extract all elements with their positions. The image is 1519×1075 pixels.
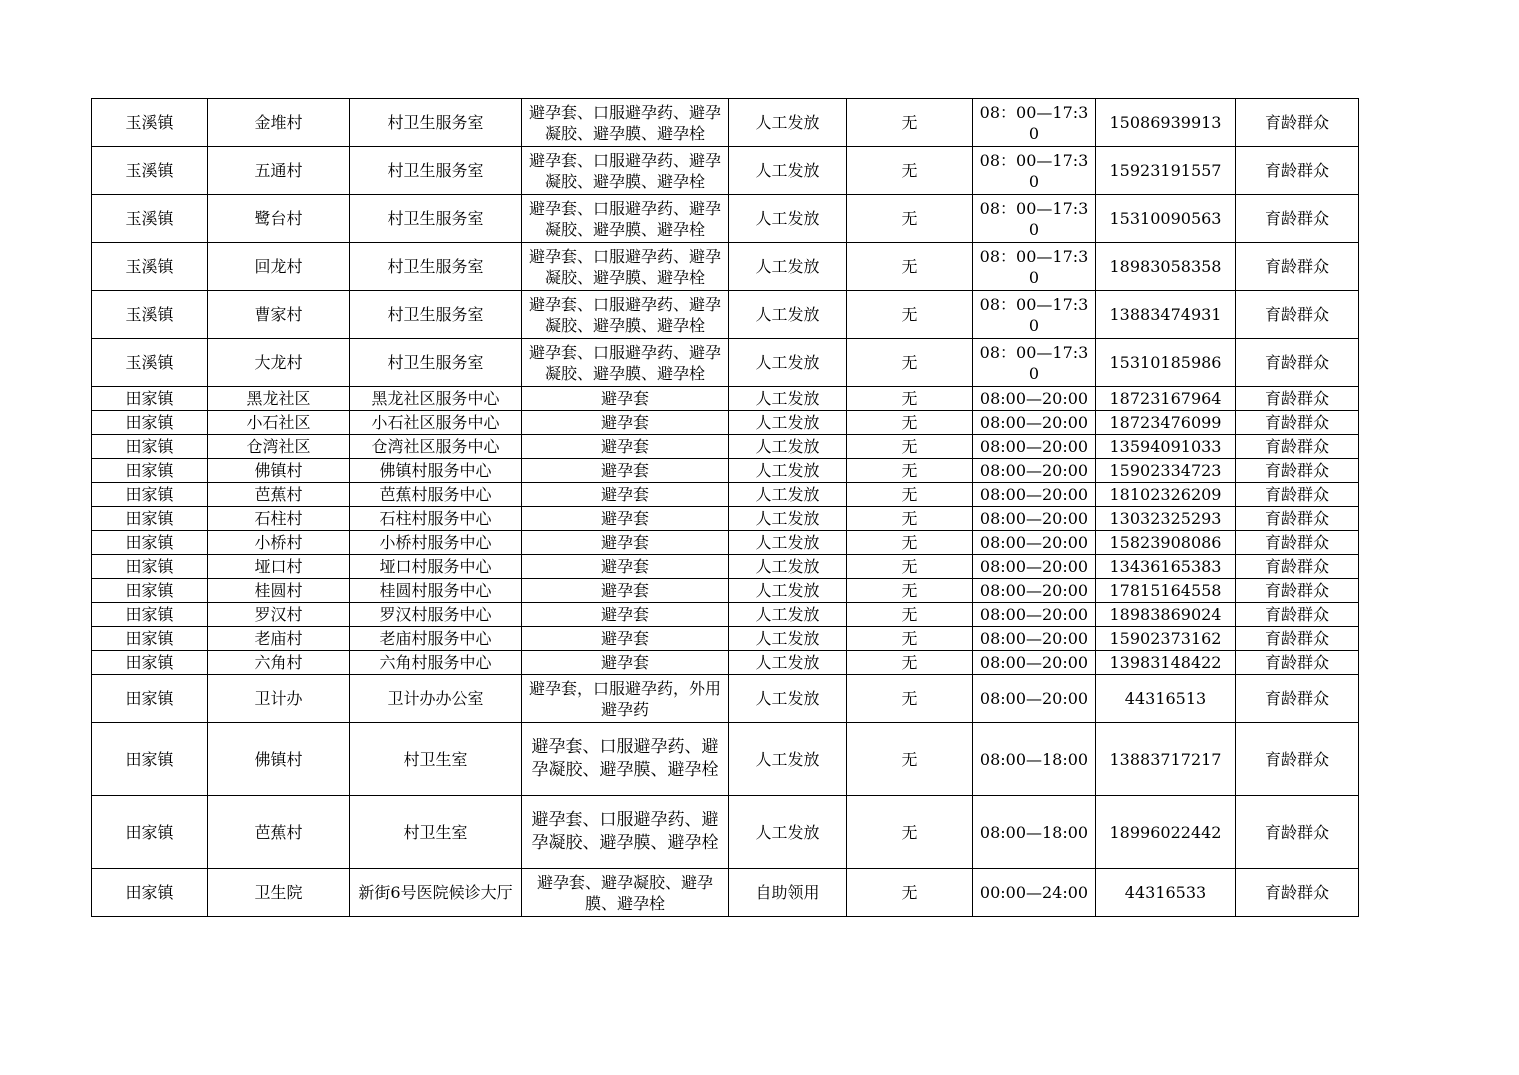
fee-cell: 无 [847, 195, 973, 243]
town-cell: 田家镇 [92, 603, 208, 627]
site-cell: 村卫生服务室 [350, 243, 522, 291]
table-row [92, 243, 1359, 291]
town-cell: 田家镇 [92, 675, 208, 723]
village-cell: 五通村 [208, 147, 350, 195]
phone-cell: 13032325293 [1096, 507, 1236, 531]
site-cell: 罗汉村服务中心 [350, 603, 522, 627]
village-cell: 小石社区 [208, 411, 350, 435]
table-row [92, 651, 1359, 675]
items-cell: 避孕套 [522, 483, 729, 507]
phone-cell: 18983058358 [1096, 243, 1236, 291]
fee-cell: 无 [847, 869, 973, 917]
town-cell: 田家镇 [92, 531, 208, 555]
method-cell: 人工发放 [729, 195, 847, 243]
village-cell: 老庙村 [208, 627, 350, 651]
items-cell: 避孕套 [522, 579, 729, 603]
town-cell: 玉溪镇 [92, 291, 208, 339]
town-cell: 田家镇 [92, 483, 208, 507]
village-cell: 黑龙社区 [208, 387, 350, 411]
site-cell: 桂圆村服务中心 [350, 579, 522, 603]
target-cell: 育龄群众 [1236, 531, 1359, 555]
table-row [92, 579, 1359, 603]
target-cell: 育龄群众 [1236, 579, 1359, 603]
hours-cell: 08:00—20:00 [973, 555, 1096, 579]
phone-cell: 13594091033 [1096, 435, 1236, 459]
items-cell: 避孕套 [522, 531, 729, 555]
target-cell: 育龄群众 [1236, 243, 1359, 291]
phone-cell: 44316513 [1096, 675, 1236, 723]
target-cell: 育龄群众 [1236, 435, 1359, 459]
town-cell: 田家镇 [92, 411, 208, 435]
fee-cell: 无 [847, 243, 973, 291]
site-cell: 小桥村服务中心 [350, 531, 522, 555]
phone-cell: 18102326209 [1096, 483, 1236, 507]
target-cell: 育龄群众 [1236, 555, 1359, 579]
town-cell: 田家镇 [92, 555, 208, 579]
items-cell: 避孕套 [522, 435, 729, 459]
table-row [92, 507, 1359, 531]
village-cell: 桂圆村 [208, 579, 350, 603]
site-cell: 佛镇村服务中心 [350, 459, 522, 483]
table-row [92, 387, 1359, 411]
phone-cell: 13983148422 [1096, 651, 1236, 675]
target-cell: 育龄群众 [1236, 603, 1359, 627]
method-cell: 人工发放 [729, 675, 847, 723]
village-cell: 回龙村 [208, 243, 350, 291]
table-row [92, 435, 1359, 459]
hours-cell: 08:00—20:00 [973, 483, 1096, 507]
target-cell: 育龄群众 [1236, 796, 1359, 869]
hours-cell: 08:00—18:00 [973, 723, 1096, 796]
village-cell: 曹家村 [208, 291, 350, 339]
items-cell: 避孕套、口服避孕药、避孕凝胶、避孕膜、避孕栓 [522, 291, 729, 339]
town-cell: 田家镇 [92, 579, 208, 603]
method-cell: 人工发放 [729, 459, 847, 483]
items-cell: 避孕套 [522, 555, 729, 579]
village-cell: 金堆村 [208, 99, 350, 147]
phone-cell: 15823908086 [1096, 531, 1236, 555]
hours-cell: 08：00—17:30 [973, 195, 1096, 243]
fee-cell: 无 [847, 147, 973, 195]
method-cell: 人工发放 [729, 387, 847, 411]
hours-cell: 08:00—20:00 [973, 531, 1096, 555]
target-cell: 育龄群众 [1236, 339, 1359, 387]
items-cell: 避孕套、口服避孕药、避孕凝胶、避孕膜、避孕栓 [522, 195, 729, 243]
village-cell: 佛镇村 [208, 459, 350, 483]
site-cell: 黑龙社区服务中心 [350, 387, 522, 411]
items-cell: 避孕套、口服避孕药、避孕凝胶、避孕膜、避孕栓 [522, 243, 729, 291]
method-cell: 人工发放 [729, 723, 847, 796]
table-row [92, 483, 1359, 507]
items-cell: 避孕套、口服避孕药、避孕凝胶、避孕膜、避孕栓 [522, 723, 729, 796]
method-cell: 人工发放 [729, 651, 847, 675]
method-cell: 人工发放 [729, 507, 847, 531]
town-cell: 田家镇 [92, 387, 208, 411]
phone-cell: 17815164558 [1096, 579, 1236, 603]
hours-cell: 00:00—24:00 [973, 869, 1096, 917]
table-row [92, 627, 1359, 651]
site-cell: 村卫生服务室 [350, 339, 522, 387]
target-cell: 育龄群众 [1236, 651, 1359, 675]
table-row [92, 99, 1359, 147]
fee-cell: 无 [847, 459, 973, 483]
village-cell: 芭蕉村 [208, 483, 350, 507]
town-cell: 田家镇 [92, 627, 208, 651]
items-cell: 避孕套、口服避孕药、避孕凝胶、避孕膜、避孕栓 [522, 147, 729, 195]
village-cell: 卫生院 [208, 869, 350, 917]
target-cell: 育龄群众 [1236, 99, 1359, 147]
fee-cell: 无 [847, 603, 973, 627]
method-cell: 人工发放 [729, 555, 847, 579]
phone-cell: 15902334723 [1096, 459, 1236, 483]
site-cell: 村卫生服务室 [350, 99, 522, 147]
method-cell: 人工发放 [729, 147, 847, 195]
target-cell: 育龄群众 [1236, 195, 1359, 243]
method-cell: 人工发放 [729, 411, 847, 435]
phone-cell: 15086939913 [1096, 99, 1236, 147]
town-cell: 田家镇 [92, 507, 208, 531]
fee-cell: 无 [847, 99, 973, 147]
items-cell: 避孕套、口服避孕药、避孕凝胶、避孕膜、避孕栓 [522, 796, 729, 869]
fee-cell: 无 [847, 723, 973, 796]
method-cell: 人工发放 [729, 435, 847, 459]
phone-cell: 15902373162 [1096, 627, 1236, 651]
fee-cell: 无 [847, 387, 973, 411]
target-cell: 育龄群众 [1236, 869, 1359, 917]
table-row [92, 147, 1359, 195]
town-cell: 玉溪镇 [92, 339, 208, 387]
method-cell: 人工发放 [729, 483, 847, 507]
town-cell: 田家镇 [92, 869, 208, 917]
site-cell: 垭口村服务中心 [350, 555, 522, 579]
hours-cell: 08:00—20:00 [973, 675, 1096, 723]
hours-cell: 08：00—17:30 [973, 243, 1096, 291]
target-cell: 育龄群众 [1236, 147, 1359, 195]
distribution-sites-table [91, 98, 1359, 917]
fee-cell: 无 [847, 483, 973, 507]
site-cell: 芭蕉村服务中心 [350, 483, 522, 507]
phone-cell: 18983869024 [1096, 603, 1236, 627]
method-cell: 人工发放 [729, 627, 847, 651]
items-cell: 避孕套 [522, 387, 729, 411]
table-body [92, 99, 1359, 917]
phone-cell: 18996022442 [1096, 796, 1236, 869]
village-cell: 卫计办 [208, 675, 350, 723]
hours-cell: 08：00—17:30 [973, 147, 1096, 195]
fee-cell: 无 [847, 675, 973, 723]
table-row [92, 723, 1359, 796]
town-cell: 玉溪镇 [92, 99, 208, 147]
method-cell: 人工发放 [729, 339, 847, 387]
method-cell: 人工发放 [729, 243, 847, 291]
hours-cell: 08:00—20:00 [973, 435, 1096, 459]
phone-cell: 13883474931 [1096, 291, 1236, 339]
method-cell: 人工发放 [729, 99, 847, 147]
target-cell: 育龄群众 [1236, 507, 1359, 531]
table-row [92, 869, 1359, 917]
site-cell: 石柱村服务中心 [350, 507, 522, 531]
table-row [92, 411, 1359, 435]
fee-cell: 无 [847, 651, 973, 675]
phone-cell: 44316533 [1096, 869, 1236, 917]
method-cell: 人工发放 [729, 603, 847, 627]
table-row [92, 603, 1359, 627]
phone-cell: 18723476099 [1096, 411, 1236, 435]
hours-cell: 08:00—20:00 [973, 603, 1096, 627]
fee-cell: 无 [847, 411, 973, 435]
hours-cell: 08:00—20:00 [973, 387, 1096, 411]
method-cell: 自助领用 [729, 869, 847, 917]
fee-cell: 无 [847, 555, 973, 579]
target-cell: 育龄群众 [1236, 459, 1359, 483]
fee-cell: 无 [847, 435, 973, 459]
items-cell: 避孕套 [522, 627, 729, 651]
items-cell: 避孕套，口服避孕药，外用避孕药 [522, 675, 729, 723]
target-cell: 育龄群众 [1236, 387, 1359, 411]
town-cell: 玉溪镇 [92, 195, 208, 243]
table-row [92, 195, 1359, 243]
town-cell: 田家镇 [92, 435, 208, 459]
phone-cell: 13883717217 [1096, 723, 1236, 796]
fee-cell: 无 [847, 291, 973, 339]
hours-cell: 08:00—20:00 [973, 627, 1096, 651]
method-cell: 人工发放 [729, 796, 847, 869]
items-cell: 避孕套、口服避孕药、避孕凝胶、避孕膜、避孕栓 [522, 99, 729, 147]
table-row [92, 291, 1359, 339]
hours-cell: 08:00—20:00 [973, 651, 1096, 675]
site-cell: 村卫生服务室 [350, 195, 522, 243]
town-cell: 田家镇 [92, 796, 208, 869]
village-cell: 小桥村 [208, 531, 350, 555]
site-cell: 村卫生服务室 [350, 147, 522, 195]
table-row [92, 459, 1359, 483]
village-cell: 罗汉村 [208, 603, 350, 627]
table-row [92, 339, 1359, 387]
fee-cell: 无 [847, 531, 973, 555]
target-cell: 育龄群众 [1236, 411, 1359, 435]
hours-cell: 08:00—20:00 [973, 459, 1096, 483]
hours-cell: 08:00—20:00 [973, 411, 1096, 435]
method-cell: 人工发放 [729, 579, 847, 603]
town-cell: 田家镇 [92, 459, 208, 483]
village-cell: 芭蕉村 [208, 796, 350, 869]
fee-cell: 无 [847, 579, 973, 603]
hours-cell: 08：00—17:30 [973, 99, 1096, 147]
town-cell: 玉溪镇 [92, 243, 208, 291]
phone-cell: 18723167964 [1096, 387, 1236, 411]
site-cell: 仓湾社区服务中心 [350, 435, 522, 459]
phone-cell: 15310090563 [1096, 195, 1236, 243]
items-cell: 避孕套 [522, 411, 729, 435]
target-cell: 育龄群众 [1236, 483, 1359, 507]
hours-cell: 08:00—20:00 [973, 579, 1096, 603]
target-cell: 育龄群众 [1236, 723, 1359, 796]
village-cell: 石柱村 [208, 507, 350, 531]
items-cell: 避孕套 [522, 651, 729, 675]
hours-cell: 08:00—20:00 [973, 507, 1096, 531]
site-cell: 村卫生服务室 [350, 291, 522, 339]
target-cell: 育龄群众 [1236, 675, 1359, 723]
fee-cell: 无 [847, 507, 973, 531]
items-cell: 避孕套、口服避孕药、避孕凝胶、避孕膜、避孕栓 [522, 339, 729, 387]
site-cell: 小石社区服务中心 [350, 411, 522, 435]
village-cell: 六角村 [208, 651, 350, 675]
phone-cell: 13436165383 [1096, 555, 1236, 579]
table-row [92, 555, 1359, 579]
phone-cell: 15310185986 [1096, 339, 1236, 387]
site-cell: 老庙村服务中心 [350, 627, 522, 651]
village-cell: 大龙村 [208, 339, 350, 387]
village-cell: 仓湾社区 [208, 435, 350, 459]
method-cell: 人工发放 [729, 291, 847, 339]
items-cell: 避孕套、避孕凝胶、避孕膜、避孕栓 [522, 869, 729, 917]
hours-cell: 08:00—18:00 [973, 796, 1096, 869]
site-cell: 村卫生室 [350, 723, 522, 796]
fee-cell: 无 [847, 796, 973, 869]
site-cell: 六角村服务中心 [350, 651, 522, 675]
table-row [92, 531, 1359, 555]
items-cell: 避孕套 [522, 507, 729, 531]
hours-cell: 08：00—17:30 [973, 339, 1096, 387]
site-cell: 村卫生室 [350, 796, 522, 869]
village-cell: 鹭台村 [208, 195, 350, 243]
hours-cell: 08：00—17:30 [973, 291, 1096, 339]
site-cell: 新街6号医院候诊大厅 [350, 869, 522, 917]
table-row [92, 675, 1359, 723]
fee-cell: 无 [847, 627, 973, 651]
village-cell: 垭口村 [208, 555, 350, 579]
method-cell: 人工发放 [729, 531, 847, 555]
town-cell: 田家镇 [92, 651, 208, 675]
target-cell: 育龄群众 [1236, 627, 1359, 651]
fee-cell: 无 [847, 339, 973, 387]
items-cell: 避孕套 [522, 459, 729, 483]
table-row [92, 796, 1359, 869]
town-cell: 玉溪镇 [92, 147, 208, 195]
target-cell: 育龄群众 [1236, 291, 1359, 339]
items-cell: 避孕套 [522, 603, 729, 627]
town-cell: 田家镇 [92, 723, 208, 796]
village-cell: 佛镇村 [208, 723, 350, 796]
phone-cell: 15923191557 [1096, 147, 1236, 195]
site-cell: 卫计办办公室 [350, 675, 522, 723]
